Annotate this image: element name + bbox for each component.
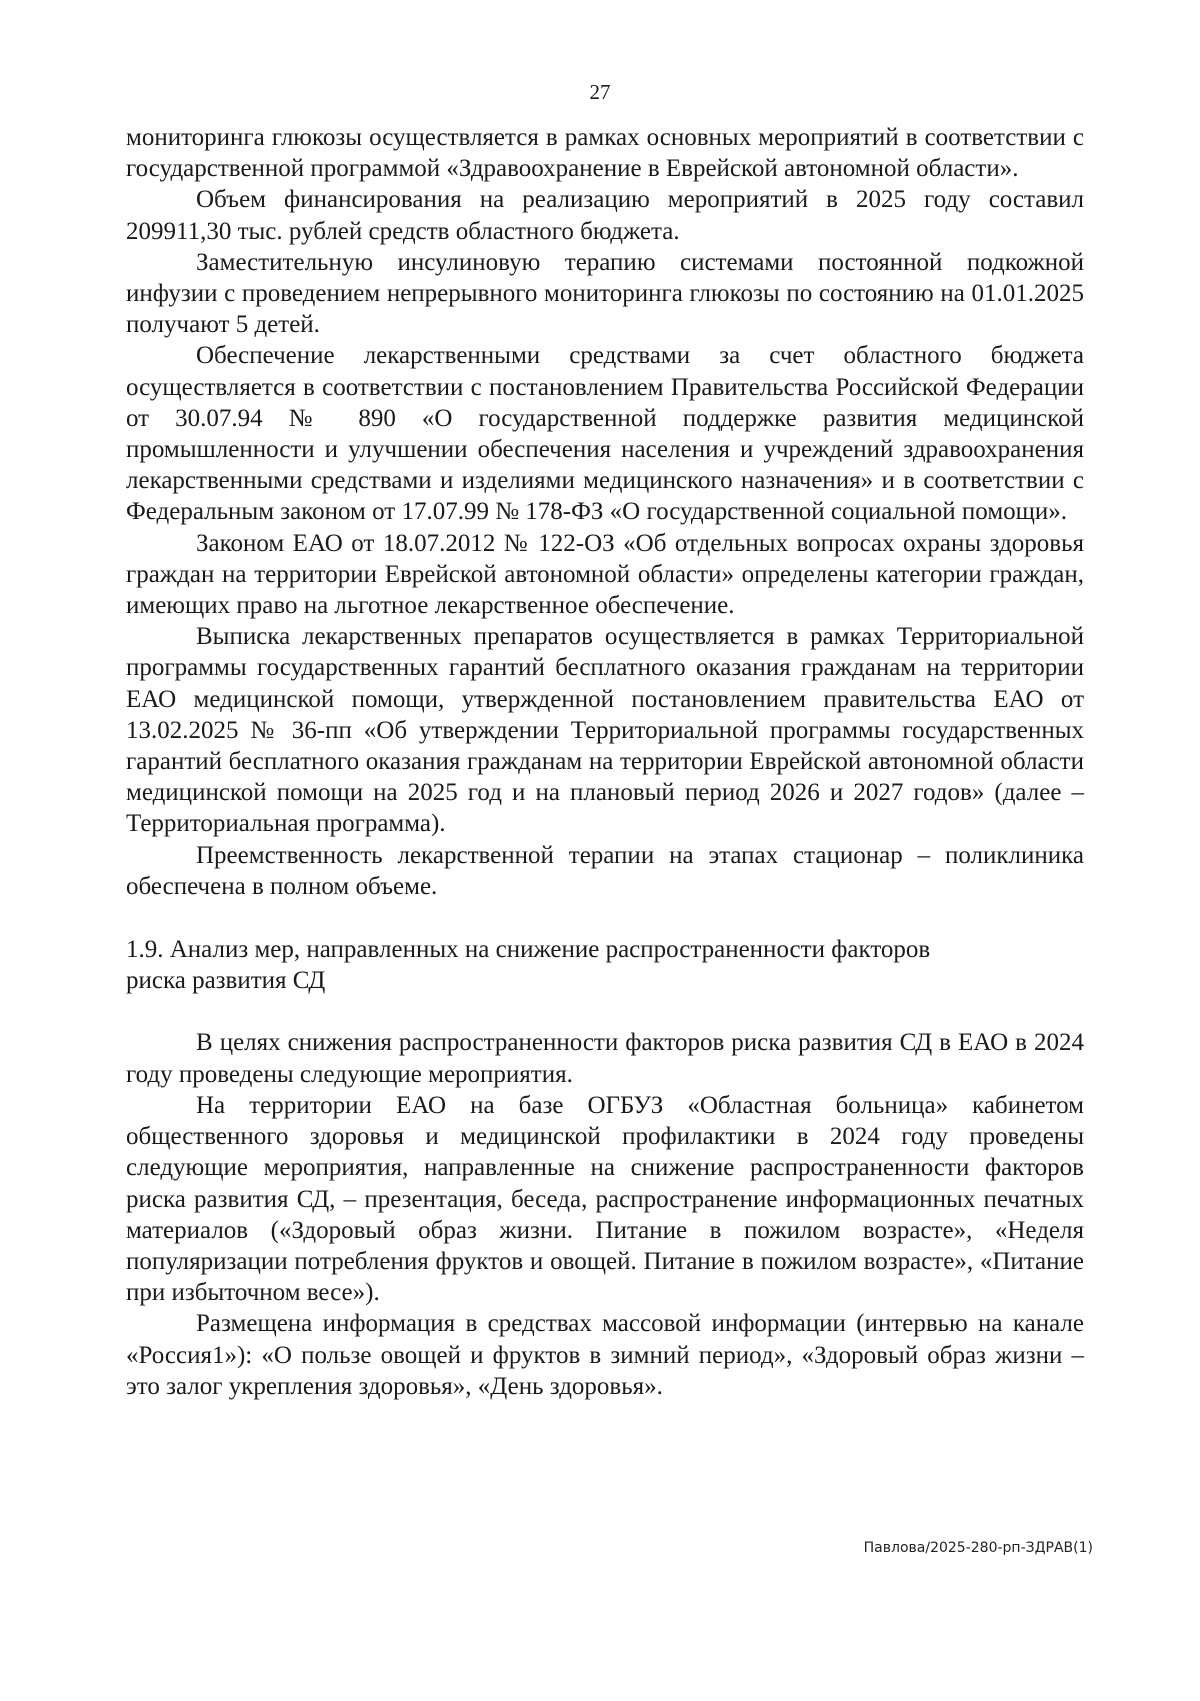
paragraph: мониторинга глюкозы осуществляется в рамках основных мероприятий в соответствии с государственной программой «Здравоохранение в Еврейской автономной области». xyxy=(126,124,1084,183)
document-body xyxy=(126,122,1084,1402)
document-code: Павлова/2025-280-рп-ЗДРАВ(1) xyxy=(863,1540,1093,1556)
paragraph: На территории ЕАО на базе ОГБУЗ «Областная больница» кабинетом общественного здоровья и медицинской профилактики в 2024 году проведены следующие мероприятия, направленные на снижение распространенности факторов риска развития СД, – презентация, беседа, распространение информационных печатных материалов («Здоровый образ жизни. Питание в пожилом возрасте», «Неделя популяризации потребления фруктов и овощей. Питание в пожилом возрасте», «Питание при избыточном весе»). xyxy=(126,1091,1084,1307)
paragraph: Обеспечение лекарственными средствами за счет областного бюджета осуществляется в соответствии с постановлением Правительства Российской Федерации от 30.07.94 № 890 «О государственной поддержке развития медицинской промышленности и улучшении обеспечения населения и учреждений здравоохранения лекарственными средствами и изделиями медицинского назначения» и в соответствии с Федеральным законом от 17.07.99 № 178-ФЗ «О государственной социальной помощи». xyxy=(126,342,1084,526)
paragraph: В целях снижения распространенности факторов риска развития СД в ЕАО в 2024 году проведены следующие мероприятия. xyxy=(126,1029,1084,1088)
section-heading-line: риска развития СД xyxy=(126,967,326,995)
paragraph: Объем финансирования на реализацию мероприятий в 2025 году составил 209911,30 тыс. рублей средств областного бюджета. xyxy=(126,186,1084,245)
page-number: 27 xyxy=(589,80,611,104)
paragraph: Законом ЕАО от 18.07.2012 № 122-ОЗ «Об отдельных вопросах охраны здоровья граждан на территории Еврейской автономной области» определены категории граждан, имеющих право на льготное лекарственное обеспечение. xyxy=(126,529,1084,620)
section-heading-line: 1.9. Анализ мер, направленных на снижение распространенности факторов xyxy=(126,936,931,964)
paragraph: Размещена информация в средствах массовой информации (интервью на канале «Россия1»): «О пользе овощей и фруктов в зимний период», «Здоровый образ жизни – это залог укрепления здоровья», «День здоровья». xyxy=(126,1310,1084,1400)
paragraph: Заместительную инсулиновую терапию системами постоянной подкожной инфузии с проведением непрерывного мониторинга глюкозы по состоянию на 01.01.2025 получают 5 детей. xyxy=(126,248,1084,339)
paragraph: Преемственность лекарственной терапии на этапах стационар – поликлиника обеспечена в полном объеме. xyxy=(126,841,1084,900)
paragraph: Выписка лекарственных препаратов осуществляется в рамках Территориальной программы государственных гарантий бесплатного оказания гражданам на территории ЕАО медицинской помощи, утвержденной постановлением правительства ЕАО от 13.02.2025 № 36-пп «Об утверждении Территориальной программы государственных гарантий бесплатного оказания гражданам на территории Еврейской автономной области медицинской помощи на 2025 год и на плановый период 2026 и 2027 годов» (далее – Территориальная программа). xyxy=(126,623,1084,838)
section-heading xyxy=(126,934,1084,996)
